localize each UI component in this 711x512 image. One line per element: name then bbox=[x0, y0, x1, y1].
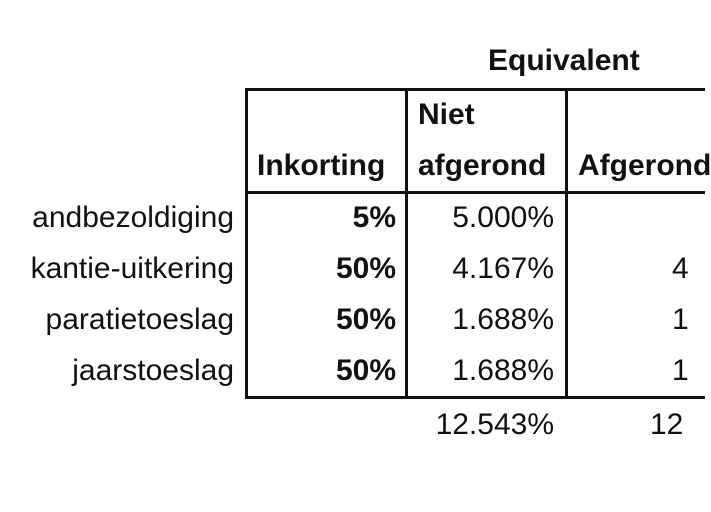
row-niet-afgerond: 1.688% bbox=[452, 354, 554, 387]
header-inkorting: Inkorting bbox=[257, 149, 386, 182]
row-inkorting: 5% bbox=[352, 201, 396, 234]
equivalent-group-header: Equivalent bbox=[488, 44, 640, 77]
header-afgerond: Afgerond bbox=[578, 149, 711, 182]
row-niet-afgerond: 1.688% bbox=[452, 303, 554, 336]
row-niet-afgerond: 5.000% bbox=[452, 201, 554, 234]
row-inkorting: 50% bbox=[335, 252, 396, 285]
row-inkorting: 50% bbox=[335, 354, 396, 387]
header-niet-line1: Niet bbox=[418, 98, 475, 131]
row-label: kantie-uitkering bbox=[30, 252, 234, 285]
row-label: paratietoeslag bbox=[45, 303, 234, 336]
row-afgerond: 4 bbox=[672, 252, 689, 285]
column-divider-2 bbox=[565, 88, 568, 399]
header-niet-line2: afgerond bbox=[418, 149, 547, 182]
row-niet-afgerond: 4.167% bbox=[452, 252, 554, 285]
row-inkorting: 50% bbox=[335, 303, 396, 336]
table-bottom-border bbox=[245, 396, 705, 399]
row-label: jaarstoeslag bbox=[72, 354, 234, 387]
table-top-border bbox=[245, 88, 705, 91]
row-afgerond: 1 bbox=[672, 303, 689, 336]
header-bottom-border bbox=[245, 191, 705, 194]
total-niet-afgerond: 12.543% bbox=[435, 408, 554, 441]
column-divider-1 bbox=[405, 88, 408, 399]
row-label: andbezoldiging bbox=[32, 201, 234, 234]
row-afgerond: 1 bbox=[672, 354, 689, 387]
total-afgerond: 12 bbox=[650, 408, 684, 441]
table-left-border bbox=[245, 88, 248, 399]
